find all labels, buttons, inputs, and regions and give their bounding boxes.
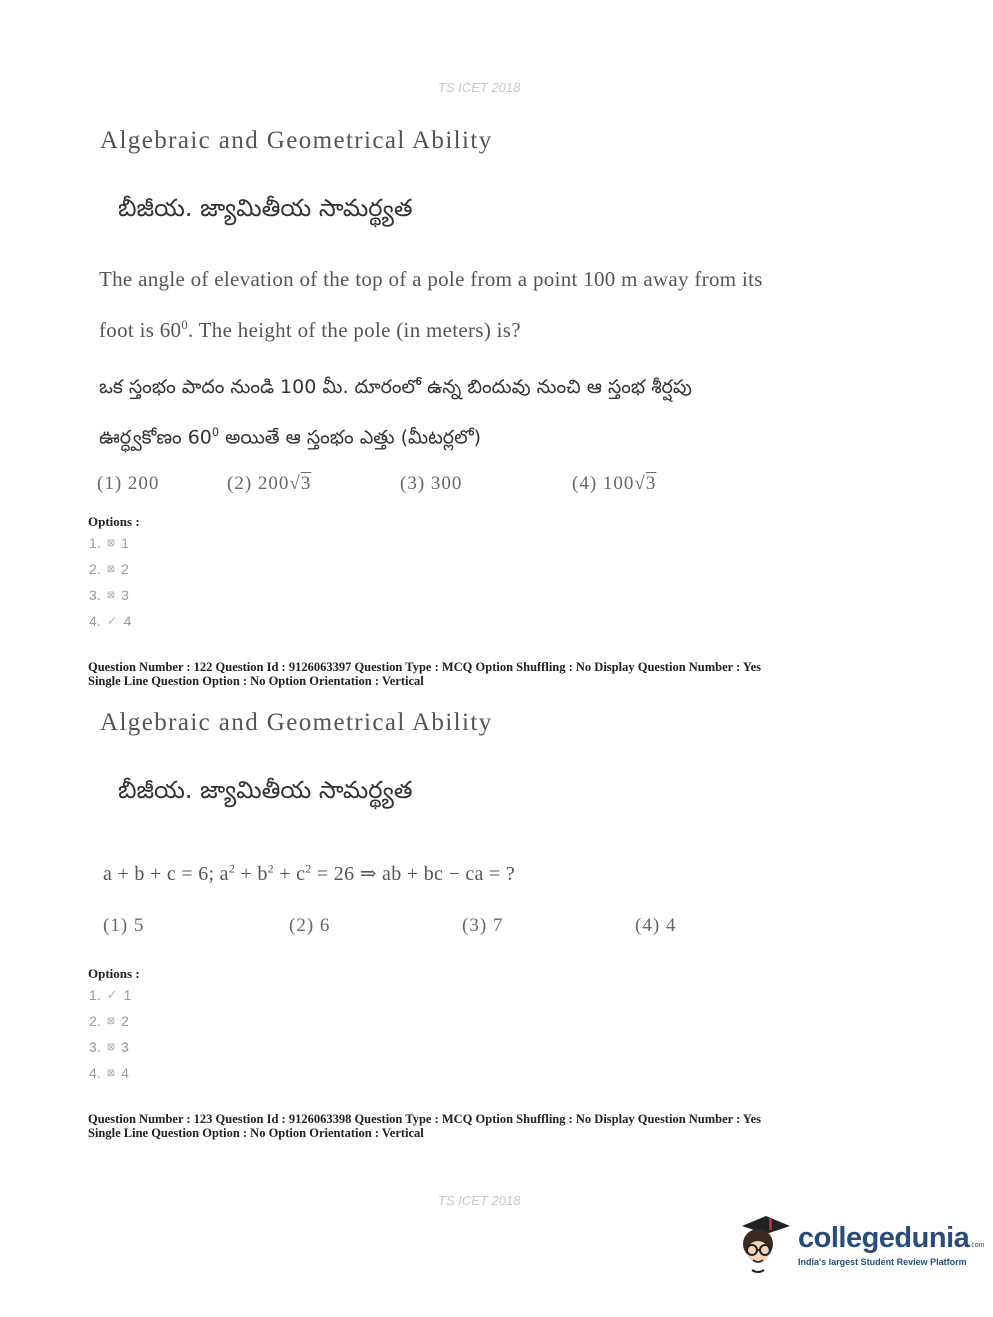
header-watermark: TS ICET 2018	[438, 80, 521, 95]
question-meta: Question Number : 122 Question Id : 9126063397 Question Type : MCQ Option Shuffling : No Display Question Number : Yes Single Line Question Option : No Option Orientation : Vertical	[88, 660, 761, 688]
option-row: 4. ✓ 4	[89, 613, 132, 629]
question-text-telugu-line1: ఒక స్తంభం పాదం నుండి 100 మీ. దూరంలో ఉన్న బిందువు నుంచి ఆ స్తంభ శీర్షపు	[99, 376, 692, 398]
question-text-telugu-line2: ఊర్ధ్వకోణం $60^0$ అయితే ఆ స్తంభం ఎత్తు (మీటర్లలో)	[99, 425, 482, 449]
option-row: 2. ⊠ 2	[89, 1013, 129, 1029]
cross-icon: ⊠	[106, 1015, 116, 1027]
option-row: 1. ✓ 1	[89, 987, 132, 1003]
check-icon: ✓	[106, 987, 118, 1002]
options-label: Options :	[88, 966, 140, 981]
cross-icon: ⊠	[106, 589, 116, 601]
cross-icon: ⊠	[106, 563, 116, 575]
section-title: Algebraic and Geometrical Ability	[100, 127, 493, 154]
option-row: 3. ⊠ 3	[89, 1039, 129, 1055]
sqrt-icon: √	[289, 473, 301, 494]
choice-3: (3) 300	[400, 473, 463, 494]
collegedunia-logo: collegedunia.com India's largest Student Review Platform	[736, 1212, 984, 1276]
sqrt-icon: √	[634, 473, 646, 494]
option-row: 1. ⊠ 1	[89, 535, 129, 551]
section-title-telugu: బీజీయ. జ్యామితీయ సామర్థ్యత	[118, 776, 413, 804]
option-row: 4. ⊠ 4	[89, 1065, 129, 1081]
question-equation: a + b + c = 6; $a^2 + b^2 + c^2 = 26$ ⇒ ab + bc − ca = ?	[103, 861, 516, 885]
choice-2: (2) 200√3	[227, 473, 312, 494]
footer-watermark: TS ICET 2018	[438, 1193, 521, 1208]
choice-2: (2) 6	[289, 915, 331, 936]
options-label: Options :	[88, 514, 140, 529]
check-icon: ✓	[106, 613, 118, 628]
choice-1: (1) 5	[103, 915, 145, 936]
cross-icon: ⊠	[106, 1041, 116, 1053]
question-meta: Question Number : 123 Question Id : 9126063398 Question Type : MCQ Option Shuffling : No Display Question Number : Yes Single Line Question Option : No Option Orientation : Vertical	[88, 1112, 761, 1140]
section-title-telugu: బీజీయ. జ్యామితీయ సామర్థ్యత	[118, 194, 413, 222]
choice-4: (4) 100√3	[572, 473, 657, 494]
choice-4: (4) 4	[635, 915, 677, 936]
choice-1: (1) 200	[97, 473, 160, 494]
cross-icon: ⊠	[106, 1067, 116, 1079]
option-row: 2. ⊠ 2	[89, 561, 129, 577]
question-text-line2: foot is $60^0$. The height of the pole (in meters) is?	[99, 318, 521, 342]
choice-3: (3) 7	[462, 915, 504, 936]
mascot-icon	[736, 1212, 792, 1276]
cross-icon: ⊠	[106, 537, 116, 549]
question-text-line1: The angle of elevation of the top of a pole from a point 100 m away from its	[99, 267, 763, 291]
option-row: 3. ⊠ 3	[89, 587, 129, 603]
section-title: Algebraic and Geometrical Ability	[100, 709, 493, 736]
